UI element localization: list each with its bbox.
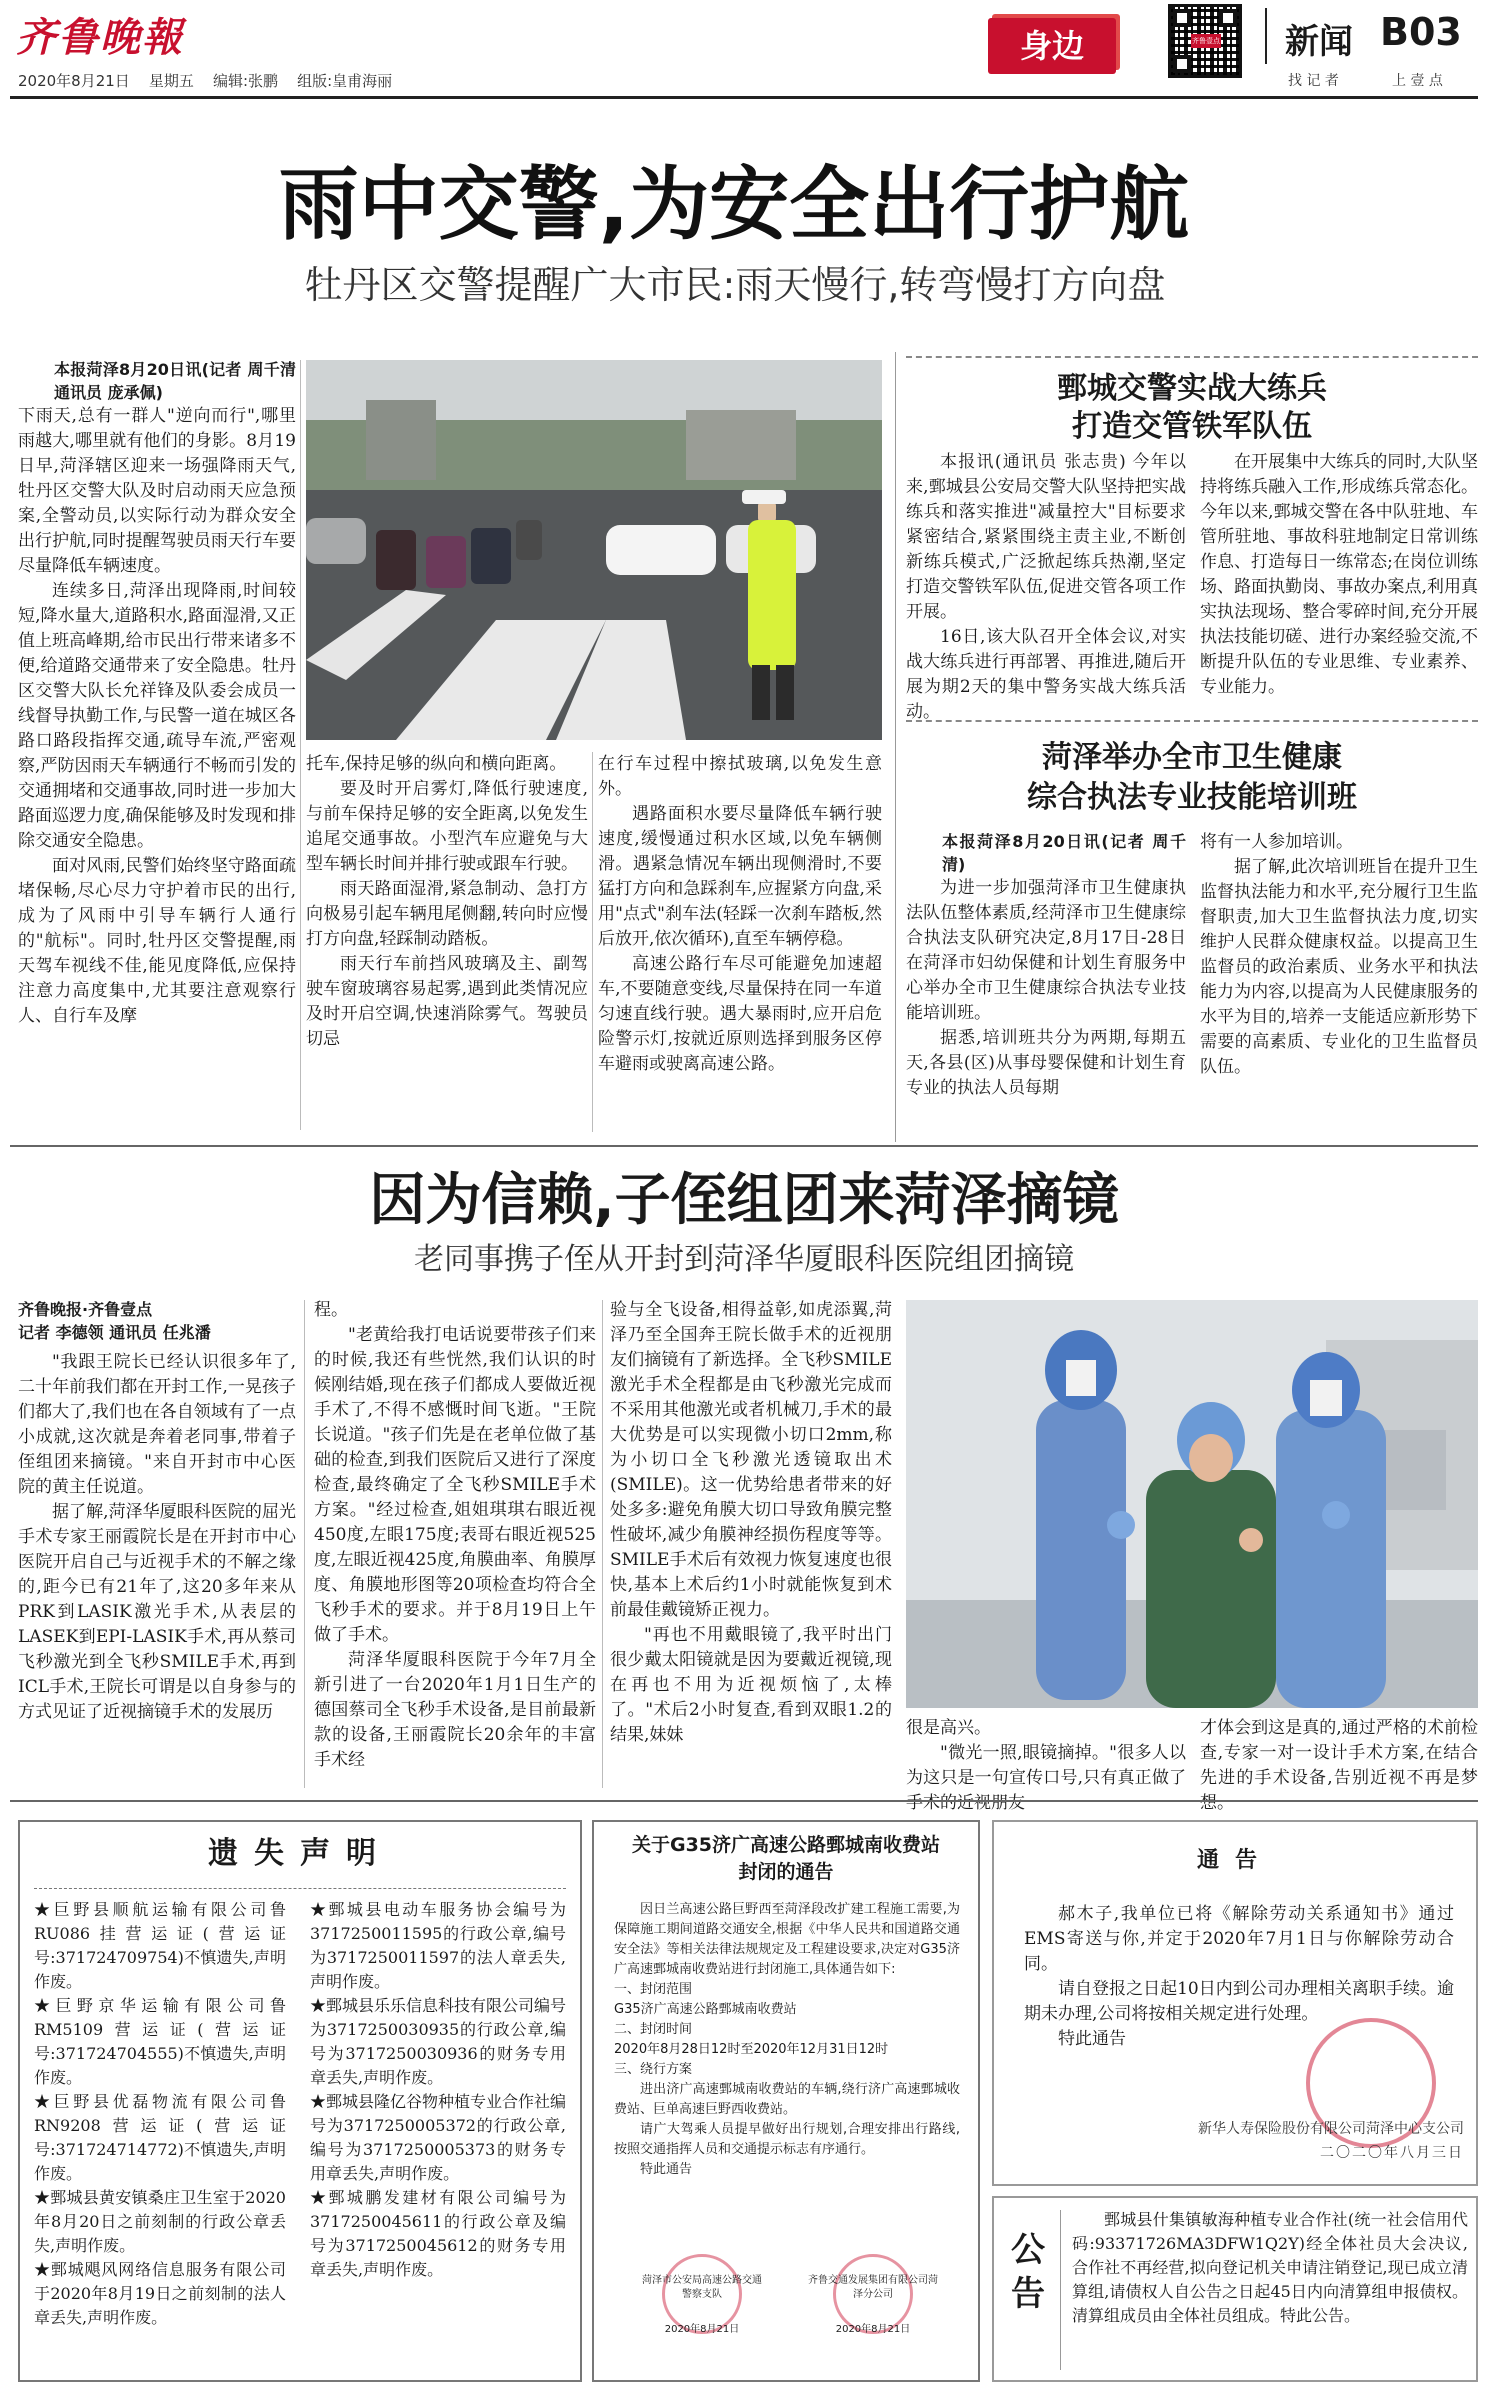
article1-para: 雨天行车前挡风玻璃及主、副驾驶车窗玻璃容易起雾,遇到此类情况应及时开启空调,快速消除雾气。驾驶员切忌 bbox=[306, 954, 588, 1049]
article4-subtitle: 老同事携子侄从开封到菏泽华厦眼科医院组团摘镜 bbox=[414, 1242, 1074, 1277]
article2-top-rule bbox=[906, 356, 1478, 358]
notice-para: 请自登报之日起10日内到公司办理相关离职手续。逾期未办理,公司将按相关规定进行处理。 bbox=[1024, 1979, 1454, 2024]
article3-byline: 本报菏泽8月20日讯(记者 周千清) bbox=[942, 832, 1186, 874]
road-closure-title bbox=[594, 1832, 978, 1886]
section-rule bbox=[10, 1145, 1478, 1147]
lost-notice-item: ★鄄城县乐乐信息科技有限公司编号为3717250030935的行政公章,编号为3717250030936的财务专用章丢失,声明作废。 bbox=[310, 1996, 567, 2087]
gonggao-para: 鄄城县什集镇敏海种植专业合作社(统一社会信用代码:93371726MA3DFW1Q2Y)经全体社员大会决议,合作社不再经营,拟向登记机关申请注销登记,现已成立清算组,请债权人自公告之日起45日内向清算组申报债权。清算组成员由全体社员组成。特此公告。 bbox=[1072, 2210, 1468, 2325]
editor-credit: 编辑:张鹏 bbox=[212, 72, 279, 90]
article4-para: "我跟王院长已经认识很多年了,二十年前我们都在开封工作,一晃孩子们都大了,我们也在各自领域有了一点小成就,这次就是奔着老同事,带着子侄组团来摘镜。"来自开封市中心医院的黄主任说道。 bbox=[18, 1352, 296, 1497]
article4-col4 bbox=[906, 1716, 1186, 1813]
notice-sign-off: 特此通告 bbox=[1058, 2029, 1126, 2049]
article4-col1 bbox=[18, 1298, 296, 1788]
article4-col3 bbox=[610, 1298, 892, 1788]
article2-col1 bbox=[906, 450, 1186, 722]
gonggao-divider bbox=[1060, 2210, 1061, 2370]
lost-notice-item: ★鄄城鹏发建材有限公司编号为3717250045611的行政公章及编号为3717250045612的财务专用章丢失,声明作废。 bbox=[310, 2188, 566, 2279]
traffic-police-photo bbox=[306, 360, 882, 740]
seal-police-date: 2020年8月21日 bbox=[664, 2324, 740, 2335]
section-tag bbox=[988, 18, 1116, 74]
road-closure-item: 三、绕行方案 bbox=[614, 2062, 693, 2077]
road-closure-title-line2: 封闭的通告 bbox=[738, 1861, 834, 1883]
road-closure-title-line1: 关于G35济广高速公路鄄城南收费站 bbox=[631, 1834, 941, 1856]
lost-notice-title: 遗失声明 bbox=[208, 1836, 392, 1871]
article4-para: "微光一照,眼镜摘掉。"很多人以为这只是一句宣传口号,只有真正做了手术的近视朋友 bbox=[906, 1743, 1186, 1813]
column-divider bbox=[304, 1300, 305, 1788]
article3-para: 据悉,培训班共分为两期,每期五天,各县(区)从事母婴保健和计划生育专业的执法人员每期 bbox=[906, 1028, 1186, 1098]
article4-byline1: 齐鲁晚报·齐鲁壹点 bbox=[18, 1300, 153, 1319]
article1-para: 托车,保持足够的纵向和横向距离。 bbox=[306, 754, 567, 774]
article2-col2 bbox=[1200, 450, 1478, 710]
section-divider bbox=[1265, 8, 1267, 64]
section-tag-label: 身边 bbox=[1019, 27, 1084, 65]
seal-police bbox=[642, 2274, 762, 2354]
slogan-right: 上 壹 点 bbox=[1392, 73, 1443, 89]
article1-para: 连续多日,菏泽出现降雨,时间较短,降水量大,道路积水,路面湿滑,又正值上班高峰期,给市民出行带来诸多不便,给道路交通带来了安全隐患。牡丹区交警大队长允祥锋及队委会成员一线督导执勤工作,与民警一道在城区各路口路段指挥交通,疏导车流,严密观察,严防因雨天车辆通行不畅而引发的交通拥堵和交通事故,同时进一步加大路面巡逻力度,确保能够及时发现和排除交通安全隐患。 bbox=[18, 581, 296, 851]
article4-para: "再也不用戴眼镜了,我平时出门很少戴太阳镜就是因为要戴近视镜,现在再也不用为近视烦恼了,太棒了。"术后2小时复查,看到双眼1.2的结果,妹妹 bbox=[610, 1625, 892, 1745]
seal-company-name: 齐鲁交通发展集团有限公司菏泽分公司 bbox=[808, 2275, 938, 2300]
notice-date: 二〇二〇年八月三日 bbox=[1320, 2145, 1464, 2161]
road-closure-item: 二、封闭时间 bbox=[614, 2022, 693, 2037]
article4-para: 据了解,菏泽华厦眼科医院的屈光手术专家王丽霞院长是在开封市中心医院开启自己与近视手术的不解之缘的,距今已有21年了,这20多年来从PRK到LASIK激光手术,从表层的LASEK到EPI-LASIK手术,再从蔡司飞秒激光到全飞秒SMILE手术,再到ICL手术,王院长可谓是以自身参与的方式见证了近视摘镜手术的发展历 bbox=[18, 1502, 296, 1722]
article4-para: 程。 bbox=[314, 1300, 348, 1320]
article2-title-line1: 鄄城交警实战大练兵 bbox=[1057, 371, 1327, 406]
article1-para: 遇路面积水要尽量降低车辆行驶速度,缓慢通过积水区域,以免车辆侧滑。遇紧急情况车辆出现侧滑时,不要猛打方向和急踩刹车,应握紧方向盘,采用"点式"刹车法(轻踩一次刹车踏板,然后放开,依次循环),直至车辆停稳。 bbox=[598, 804, 882, 949]
gonggao-body bbox=[1072, 2208, 1468, 2376]
qr-label: 齐鲁壹点 bbox=[1191, 34, 1221, 48]
page-number: B03 bbox=[1380, 10, 1462, 54]
masthead bbox=[0, 0, 1488, 95]
article1-byline: 本报菏泽8月20日讯(记者 周千清 通讯员 庞承佩) bbox=[54, 360, 296, 402]
road-closure-sign-off: 特此通告 bbox=[640, 2162, 693, 2177]
article4-para: 菏泽华厦眼科医院于今年7月全新引进了一台2020年1月1日生产的德国蔡司全飞秒手术设备,是目前最新款的设备,王丽霞院长20余年的丰富手术经 bbox=[314, 1650, 596, 1770]
masthead-rule bbox=[10, 96, 1478, 99]
newspaper-logo: 齐鲁晚報 bbox=[16, 14, 184, 61]
article1-col1 bbox=[18, 358, 296, 1138]
article2-title-line2: 打造交管铁军队伍 bbox=[1072, 409, 1312, 444]
road-closure-item: G35济广高速公路鄄城南收费站 bbox=[614, 2002, 797, 2017]
article2-para: 在开展集中大练兵的同时,大队坚持将练兵融入工作,形成练兵常态化。今年以来,鄄城交警在各中队驻地、车管所驻地、事故科驻地制定日常训练作息、打造每日一练常态;在岗位训练场、路面执勤岗、事故办案点,利用真实执法现场、整合零碎时间,充分开展执法技能切磋、进行办案经验交流,不断提升队伍的专业思维、专业素养、专业能力。 bbox=[1200, 452, 1478, 697]
article4-para: 才体会到这是真的,通过严格的术前检查,专家一对一设计手术方案,在结合先进的手术设备,告别近视不再是梦想。 bbox=[1200, 1718, 1478, 1813]
article3-para: 据了解,此次培训班旨在提升卫生监督执法能力和水平,充分履行卫生监督职责,加大卫生监督执法力度,切实维护人民群众健康权益。以提高卫生监督员的政治素质、业务水平和执法能力为内容,以提高为人民健康服务的水平为目的,培养一支能适应新形势下需要的高素质、专业化的卫生监督员队伍。 bbox=[1200, 857, 1478, 1077]
lost-notice-box bbox=[18, 1820, 582, 2382]
notice-para: 郝木子,我单位已将《解除劳动关系通知书》通过EMS寄送与你,并定于2020年7月1日与你解除劳动合同。 bbox=[1024, 1904, 1454, 1974]
article3-title bbox=[906, 738, 1478, 818]
article4-para: 验与全飞设备,相得益彰,如虎添翼,菏泽乃至全国奔王院长做手术的近视朋友们摘镜有了新选择。全飞秒SMILE激光手术全程都是由飞秒激光完成而不采用其他激光或者机械刀,手术的最大优势是可以实现微小切口2mm,称为小切口全飞秒激光透镜取出术(SMILE)。这一优势给患者带来的好处多多:避免角膜大切口导致角膜完整性破坏,减少角膜神经损伤程度等等。SMILE手术后有效视力恢复速度也很快,基本上术后约1小时就能恢复到术前最佳戴镜矫正视力。 bbox=[610, 1300, 892, 1620]
lost-notice-item: ★鄄城飓风网络信息服务有限公司于2020年8月19日之前刻制的法人章丢失,声明作废。 bbox=[34, 2260, 286, 2327]
lost-notice-item: ★鄄城县隆亿谷物种植专业合作社编号为3717250005372的行政公章,编号为3717250005373的财务专用章丢失,声明作废。 bbox=[310, 2092, 567, 2183]
road-closure-para: 请广大驾乘人员提早做好出行规划,合理安排出行路线,按照交通指挥人员和交通提示标志有序通行。 bbox=[614, 2122, 960, 2157]
article4-para: 很是高兴。 bbox=[906, 1718, 991, 1738]
road-closure-item: 2020年8月28日12时至2020年12月31日12时 bbox=[614, 2042, 889, 2057]
lost-notice-item: ★鄄城县黄安镇桑庄卫生室于2020年8月20日之前刻制的行政公章丢失,声明作废。 bbox=[34, 2188, 286, 2255]
column-divider bbox=[592, 752, 593, 1132]
article3-title-line2: 综合执法专业技能培训班 bbox=[1027, 780, 1357, 815]
article1-para: 高速公路行车尽可能避免加速超车,不要随意变线,尽量保持在同一车道匀速直线行驶。遇大暴雨时,应开启危险警示灯,按就近原则选择到服务区停车避雨或驶离高速公路。 bbox=[598, 954, 882, 1074]
article1-subtitle: 牡丹区交警提醒广大市民:雨天慢行,转弯慢打方向盘 bbox=[304, 263, 1166, 307]
article3-title-line1: 菏泽举办全市卫生健康 bbox=[1042, 740, 1342, 775]
article1-para: 要及时开启雾灯,降低行驶速度,与前车保持足够的安全距离,以免发生追尾交通事故。小型汽车应避免与大型车辆长时间并排行驶或跟车行驶。 bbox=[306, 779, 588, 874]
surgery-team-photo bbox=[906, 1300, 1478, 1708]
issue-date: 2020年8月21日 bbox=[18, 72, 130, 90]
road-closure-para: 进出济广高速鄄城南收费站的车辆,绕行济广高速鄄城收费站、巨单高速巨野西收费站。 bbox=[614, 2082, 960, 2117]
article4-col5 bbox=[1200, 1716, 1478, 1813]
section-rule bbox=[10, 1800, 1478, 1802]
notice-title: 通告 bbox=[1196, 1848, 1273, 1873]
road-closure-item: 一、封闭范围 bbox=[614, 1982, 693, 1997]
seal-company-date: 2020年8月21日 bbox=[835, 2324, 911, 2335]
article1-col3 bbox=[598, 752, 882, 1132]
article1-para: 下雨天,总有一群人"逆向而行",哪里雨越大,哪里就有他们的身影。8月19日早,菏泽辖区迎来一场强降雨天气,牡丹区交警大队及时启动雨天应急预案,全警动员,以实际行动为群众安全出行护航,同时提醒驾驶员雨天行车要尽量降低车辆速度。 bbox=[18, 406, 296, 576]
article3-col1 bbox=[906, 830, 1186, 1135]
road-closure-box bbox=[592, 1820, 980, 2382]
article1-para: 在行车过程中擦拭玻璃,以免发生意外。 bbox=[598, 754, 882, 799]
article1-para: 雨天路面湿滑,紧急制动、急打方向极易引起车辆甩尾侧翻,转向时应慢打方向盘,轻踩制动踏板。 bbox=[306, 879, 588, 949]
article4-byline2: 记者 李德领 通讯员 任兆潘 bbox=[18, 1323, 211, 1342]
article3-para: 将有一人参加培训。 bbox=[1200, 832, 1353, 852]
lost-notice-col1 bbox=[34, 1898, 286, 2378]
section-name: 新闻 bbox=[1285, 22, 1353, 62]
qr-code[interactable] bbox=[1168, 4, 1242, 78]
seal-police-name: 菏泽市公安局高速公路交通警察支队 bbox=[642, 2275, 762, 2300]
article4-col2 bbox=[314, 1298, 596, 1788]
lost-notice-item: ★巨野县优磊物流有限公司鲁RN9208营运证(营运证号:371724714772)不慎遗失,声明作废。 bbox=[34, 2092, 286, 2183]
column-divider bbox=[300, 360, 301, 1130]
road-closure-body bbox=[614, 1900, 960, 2200]
article4-para: "老黄给我打电话说要带孩子们来的时候,我还有些恍然,我们认识的时候刚结婚,现在孩子们都成人要做近视手术了,不得不感慨时间飞逝。"王院长说道。"孩子们先是在老单位做了基础的检查,到我们医院后又进行了深度检查,最终确定了全飞秒SMILE手术方案。"经过检查,姐姐琪琪右眼近视450度,左眼175度;表哥右眼近视525度,左眼近视425度,角膜曲率、角膜厚度、角膜地形图等20项检查均符合全飞秒手术的要求。并于8月19日上午做了手术。 bbox=[314, 1325, 596, 1645]
layout-credit: 组版:皇甫海丽 bbox=[297, 72, 393, 90]
article3-col2 bbox=[1200, 830, 1478, 1135]
notice-signer: 新华人寿保险股份有限公司菏泽中心支公司 bbox=[1198, 2121, 1464, 2137]
lost-notice-rule bbox=[34, 1888, 566, 1889]
seal-company bbox=[808, 2274, 938, 2354]
article1-title: 雨中交警,为安全出行护航 bbox=[278, 158, 1190, 251]
lost-notice-item: ★巨野京华运输有限公司鲁RM5109营运证(营运证号:371724704555)不慎遗失,声明作废。 bbox=[34, 1996, 286, 2087]
slogan-left: 找 记 者 bbox=[1288, 73, 1339, 89]
article1-para: 面对风雨,民警们始终坚守路面疏堵保畅,尽心尽力守护着市民的出行,成为了风雨中引导车辆行人通行的"航标"。同时,牡丹区交警提醒,雨天驾车视线不佳,能见度降低,应保持注意力高度集中,尤其要注意观察行人、自行车及摩 bbox=[18, 856, 296, 1026]
lost-notice-col2 bbox=[310, 1898, 566, 2378]
gonggao-label: 公告 bbox=[1011, 2230, 1045, 2314]
article4-title: 因为信赖,子侄组团来菏泽摘镜 bbox=[369, 1168, 1119, 1233]
lost-notice-item: ★鄄城县电动车服务协会编号为3717250011595的行政公章,编号为3717250011597的法人章丢失,声明作废。 bbox=[310, 1900, 566, 1991]
issue-weekday: 星期五 bbox=[148, 72, 194, 90]
road-closure-para: 因日兰高速公路巨野西至菏泽段改扩建工程施工需要,为保障施工期间道路交通安全,根据《中华人民共和国道路交通安全法》等相关法律法规规定及工程建设要求,决定对G35济广高速鄄城南收费站进行封闭施工,具体通告如下: bbox=[614, 1902, 960, 1977]
column-divider bbox=[602, 1300, 603, 1788]
article3-para: 为进一步加强菏泽市卫生健康执法队伍整体素质,经菏泽市卫生健康综合执法支队研究决定,8月17日-28日在菏泽市妇幼保健和计划生育服务中心举办全市卫生健康综合执法专业技能培训班。 bbox=[906, 878, 1186, 1023]
article2-title bbox=[906, 370, 1478, 446]
article2-para: 16日,该大队召开全体会议,对实战大练兵进行再部署、再推进,随后开展为期2天的集中警务实战大练兵活动。 bbox=[906, 627, 1186, 722]
gonggao-box bbox=[992, 2196, 1478, 2382]
lost-notice-item: ★巨野县顺航运输有限公司鲁RU086挂营运证(营运证号:371724709754)不慎遗失,声明作废。 bbox=[34, 1900, 286, 1991]
notice-box bbox=[992, 1820, 1478, 2186]
section-divider bbox=[895, 352, 896, 1142]
article2-para: 本报讯(通讯员 张志贵) 今年以来,鄄城县公安局交警大队坚持把实战练兵和落实推进"减量控大"目标要求紧密结合,紧紧围绕主责主业,不断创新练兵模式,广泛掀起练兵热潮,坚定打造交警铁军队伍,促进交管各项工作开展。 bbox=[906, 452, 1186, 622]
article2-bottom-rule bbox=[906, 720, 1478, 722]
article1-col2 bbox=[306, 752, 588, 1132]
issue-info bbox=[18, 70, 392, 91]
